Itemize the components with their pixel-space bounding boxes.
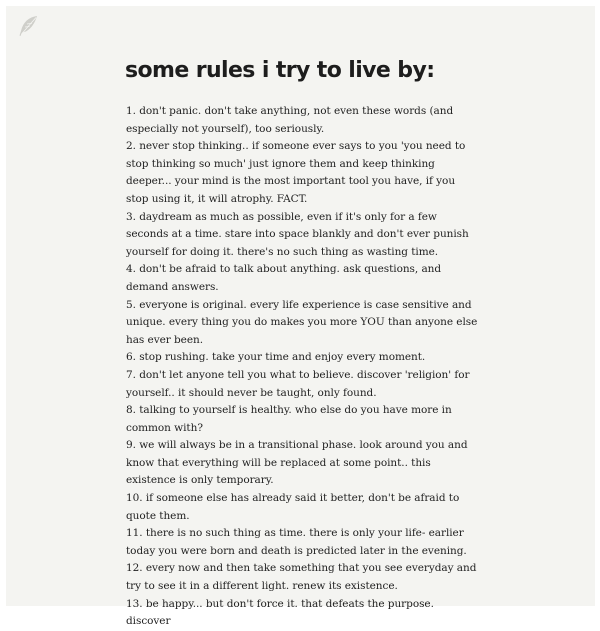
rule-item: 3. daydream as much as possible, even if it's only for a few seconds at a time. stare into space blankly and don't ever punish yourself for doing it. there's no such thing as wasting time. xyxy=(126,210,469,258)
rule-item: 12. every now and then take something that you see everyday and try to see it in a different light. renew its existence. xyxy=(126,562,477,593)
rule-item: 1. don't panic. don't take anything, not even these words (and especially not yourself), too seriously. xyxy=(126,105,454,135)
rule-item: 2. never stop thinking.. if someone ever says to you 'you need to stop thinking so much' just ignore them and keep thinking deeper... your mind is the most important tool you have, if you stop using it, it will atrophy. FACT. xyxy=(126,140,466,205)
rule-item: 11. there is no such thing as time. there is only your life- earlier today you were born and death is predicted later in the evening. xyxy=(126,527,467,557)
rules-list xyxy=(126,103,478,631)
post-title: some rules i try to live by: xyxy=(125,58,435,83)
rule-item: 10. if someone else has already said it better, don't be afraid to quote them. xyxy=(126,492,460,522)
post-page xyxy=(6,6,595,628)
rule-item: 7. don't let anyone tell you what to believe. discover 'religion' for yourself.. it should never be taught, only found. xyxy=(126,368,470,399)
rule-item: 4. don't be afraid to talk about anything. ask questions, and demand answers. xyxy=(126,263,442,293)
rule-item: 6. stop rushing. take your time and enjoy every moment. xyxy=(126,351,426,364)
rule-item: 9. we will always be in a transitional phase. look around you and know that everything will be replaced at some point.. this existence is only temporary. xyxy=(126,439,468,487)
feather-icon[interactable] xyxy=(16,14,40,38)
rule-item: 5. everyone is original. every life experience is case sensitive and unique. every thing you do makes you more YOU than anyone else has ever been. xyxy=(126,298,478,346)
rule-item: 8. talking to yourself is healthy. who else do you have more in common with? xyxy=(126,404,452,434)
rule-item: 13. be happy... but don't force it. that defeats the purpose. discover xyxy=(126,597,434,628)
